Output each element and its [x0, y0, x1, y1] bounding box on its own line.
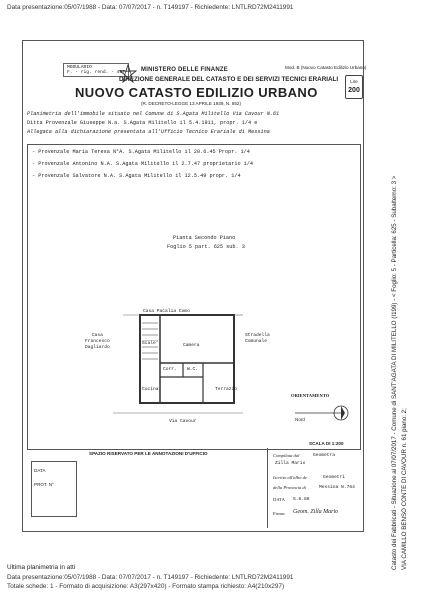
label-stradella: Stradella Comunale	[245, 333, 270, 344]
label-camera: Camera	[183, 343, 200, 348]
ministry-name: MINISTERO DELLE FINANZE	[141, 67, 228, 73]
label-terrazzo: Terrazzo	[215, 387, 238, 392]
form-subtitle: (R. DECRETO-LEGGE 13 APRILE 1939, N. 652)	[141, 101, 241, 106]
planimetry-sheet	[22, 40, 367, 532]
data-box	[31, 461, 77, 517]
form-title: NUOVO CATASTO EDILIZIO URBANO	[75, 85, 318, 100]
label-cucina: Cucina	[142, 387, 159, 392]
owner-row: - Provenzale Salvatore N.A. S.Agata Militello il 12.5.49 propr. 1/4	[32, 173, 241, 179]
reserved-label: SPAZIO RISERVATO PER LE ANNOTAZIONI D'UFFICIO	[89, 451, 208, 456]
planimetria-line: Planimetria dell'immobile situato nel Comune di S.Agata Militello Via Cavour N.61	[27, 111, 280, 117]
header-line: Data presentazione:05/07/1988 - Data: 07/07/2017 - n. T149197 - Richiedente: LNTLRD72M2411991	[7, 4, 294, 11]
compilata-value: Geometra	[313, 453, 336, 458]
firma-label: Firma:	[273, 511, 286, 516]
ditta-line: Ditta Provenzale Giuseppe N.a. S.Agata Militello il 5.4.1911, propr. 1/4 e	[27, 120, 258, 126]
label-orientamento: ORIENTAMENTO	[291, 393, 330, 398]
allegata-line: Allegata alla dichiarazione presentata all'Ufficio Tecnico Erariale di Messina	[27, 129, 270, 135]
modulario-stamp: MODULARIO F. - rig. rend. - 497	[63, 63, 129, 77]
provincia-value: Messina N.764	[319, 485, 355, 490]
date-label: DATA	[273, 497, 285, 502]
data-label: DATA	[34, 468, 46, 473]
sidebar-line-1: Catasto dei Fabbricati - Situazione al 07/07/2017 - Comune di SANT'AGATA DI MILITELLO (I199) - < Foglio: 5 - Particella: 625 - Subalterno: 3 >	[391, 175, 398, 570]
prot-label: PROT. N°	[34, 482, 54, 487]
sidebar-line-2: VIA CAMILLO BENSO CONTE DI CAVOUR n. 61 piano: 2;	[401, 408, 408, 570]
label-casa-francesco: Casa Francesco Dagliardo	[85, 333, 110, 350]
plan-title: Pianta Secondo Piano	[173, 235, 236, 241]
owner-row: - Provenzale Maria Teresa N°A. S.Agata Militello il 20.6.45 Propr. 1/4	[32, 149, 250, 155]
lire-box	[345, 75, 363, 99]
label-via-cavour: Via Cavour	[169, 419, 197, 424]
provincia-label: della Provincia di	[273, 485, 306, 490]
lire-label: Lire	[350, 79, 358, 84]
lire-value: 200	[348, 87, 360, 94]
label-scale: Scale	[142, 341, 156, 346]
label-corr: Corr.	[163, 367, 177, 372]
label-wc: W.C.	[187, 367, 199, 372]
label-casa-pacalia: Casa Pacalia Como	[143, 309, 190, 314]
iscritto-value: Geometri	[323, 475, 346, 480]
ultima-label: Ultima planimetria in atti	[7, 564, 76, 571]
label-scala: SCALA DI 1:200	[309, 441, 344, 446]
floor-plan	[83, 311, 243, 421]
plan-foglio: Foglio 5 part. 625 sub. 3	[167, 244, 245, 250]
footer-line-2: Totale schede: 1 - Formato di acquisizione: A3(297x420) - Formato stampa richiesto: A4(210x297)	[7, 583, 285, 590]
model-label: Mod. B (Nuovo Catasto Edilizio Urbano)	[285, 65, 367, 70]
compilata-label: Compilata dal	[273, 453, 300, 458]
footer-line-1: Data presentazione:05/07/1988 - Data: 07/07/2017 - n. T149197 - Richiedente: LNTLRD72M2411991	[7, 574, 294, 581]
iscritto-label: Iscritto all'albo de	[273, 475, 307, 480]
owner-row: - Provenzale Antonino N.A. S.Agata Militello il 2.7.47 proprietario 1/4	[32, 161, 254, 167]
compilata-name: Zilla Mario	[275, 461, 306, 466]
signature: Geom. Zilla Mario	[293, 509, 339, 515]
direction-name: DIREZIONE GENERALE DEL CATASTO E DEI SERVIZI TECNICI ERARIALI	[119, 76, 339, 83]
date-value: 5.6.88	[293, 497, 310, 502]
label-nord: Nord	[295, 417, 305, 422]
